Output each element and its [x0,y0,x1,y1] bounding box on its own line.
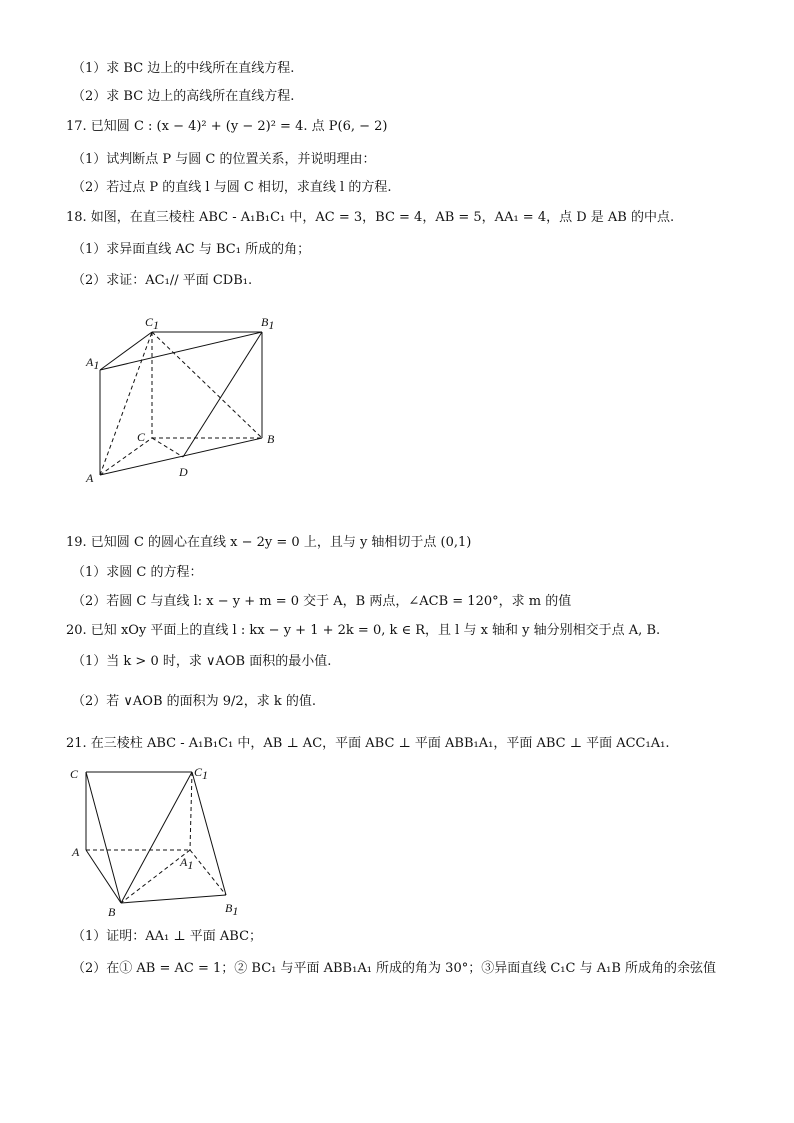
q21-stem: 21. 在三棱柱 ABC - A₁B₁C₁ 中，AB ⊥ AC，平面 ABC ⊥ 平面 ABB₁A₁，平面 ABC ⊥ 平面 ACC₁A₁. [66,736,670,751]
q20-stem: 20. 已知 xOy 平面上的直线 l : kx − y + 1 + 2k = 0, k ∈ R，且 l 与 x 轴和 y 轴分别相交于点 A, B. [66,623,661,638]
q17-stem: 17. 已知圆 C : (x − 4)² + (y − 2)² = 4. 点 P(6, − 2) [66,119,388,134]
q19-stem: 19. 已知圆 C 的圆心在直线 x − 2y = 0 上，且与 y 轴相切于点 (0,1) [66,535,472,550]
label-B1: B1 [225,901,239,918]
label-C: C [70,767,79,781]
q21-part2: （2）在① AB = AC = 1；② BC₁ 与平面 ABB₁A₁ 所成的角为 30°；③异面直线 C₁C 与 A₁B 所成角的余弦值 [72,961,717,976]
q16-part1: （1）求 BC 边上的中线所在直线方程. [72,61,295,76]
q17-part2: （2）若过点 P 的直线 l 与圆 C 相切，求直线 l 的方程. [72,180,392,195]
q20-part2: （2）若 ∨AOB 的面积为 9/2，求 k 的值. [72,694,316,709]
label-A: A [86,471,94,485]
q20-part1: （1）当 k > 0 时，求 ∨AOB 面积的最小值. [72,654,332,669]
q17-part1: （1）试判断点 P 与圆 C 的位置关系，并说明理由： [72,152,376,167]
q16-part2: （2）求 BC 边上的高线所在直线方程. [72,89,295,104]
label-D: D [179,465,188,479]
label-C1: C1 [145,315,160,332]
label-A1: A1 [86,355,100,372]
label-A1: A1 [180,855,194,872]
prism-figure-q21 [66,760,256,920]
q18-part1: （1）求异面直线 AC 与 BC₁ 所成的角； [72,242,311,257]
q18-stem: 18. 如图，在直三棱柱 ABC - A₁B₁C₁ 中，AC = 3，BC = 4，AB = 5，AA₁ = 4，点 D 是 AB 的中点. [66,210,675,225]
label-B: B [267,432,275,446]
prism-figure-q18 [80,310,290,490]
q19-part2: （2）若圆 C 与直线 l: x − y + m = 0 交于 A，B 两点，∠ACB = 120°，求 m 的值 [72,594,572,609]
label-A: A [72,845,80,859]
label-C: C [137,430,146,444]
q18-part2: （2）求证：AC₁// 平面 CDB₁. [72,273,253,288]
q21-part1: （1）证明：AA₁ ⊥ 平面 ABC； [72,929,263,944]
label-C1: C1 [194,765,209,782]
label-B1: B1 [261,315,275,332]
q19-part1: （1）求圆 C 的方程： [72,565,203,580]
label-B: B [108,905,116,919]
